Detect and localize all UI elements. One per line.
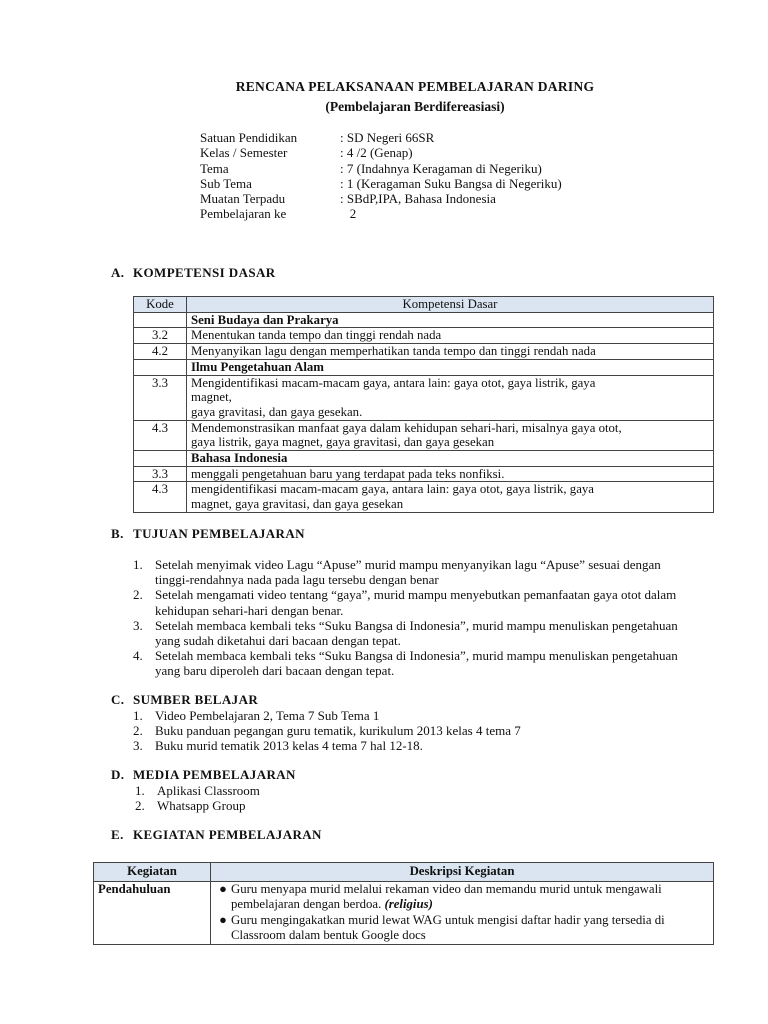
kd-text (187, 482, 714, 512)
identity-row (200, 161, 562, 176)
list-number: 1. (133, 557, 143, 572)
identity-row (200, 191, 562, 206)
kd-text-line: magnet, (191, 390, 232, 405)
table-group-row (134, 359, 714, 375)
table-group-label: Seni Budaya dan Prakarya (187, 312, 714, 328)
column-header-kompetensi: Kompetensi Dasar (187, 297, 714, 313)
table-header-row (94, 863, 714, 882)
section-title: MEDIA PEMBELAJARAN (133, 767, 296, 782)
identity-row (200, 130, 562, 145)
identity-value: : 1 (Keragaman Suku Bangsa di Negeriku) (340, 175, 562, 191)
list-number: 1. (135, 783, 145, 798)
identity-label: Tema (200, 160, 229, 176)
character-tag: (religius) (384, 897, 433, 912)
kd-text-line: magnet, gaya gravitasi, dan gaya gesekan (191, 497, 404, 512)
section-letter: A. (111, 265, 125, 280)
identity-row (200, 176, 562, 191)
kd-text: Menyanyikan lagu dengan memperhatikan tanda tempo dan tinggi rendah nada (187, 344, 714, 360)
section-letter: B. (111, 526, 124, 541)
identity-value: : SD Negeri 66SR (340, 130, 435, 145)
identity-value: : 7 (Indahnya Keragaman di Negeriku) (340, 160, 542, 176)
bullet-item (215, 913, 709, 944)
section-c-heading (111, 692, 258, 708)
kd-text-line: Mendemonstrasikan manfaat gaya dalam kehidupan sehari-hari, misalnya gaya otot, (191, 420, 622, 435)
identity-label: Muatan Terpadu (200, 191, 286, 207)
kd-code: 4.3 (134, 420, 187, 450)
list-text: Setelah mengamati video tentang “gaya”, murid mampu menyebutkan pemanfaatan gaya otot dalam kehidupan sehari-hari dengan benar. (155, 587, 677, 618)
list-number: 3. (133, 617, 143, 633)
list-text: Buku panduan pegangan guru tematik, kurikulum 2013 kelas 4 tema 7 (155, 723, 521, 739)
identity-label: Kelas / Semester (200, 145, 288, 161)
kd-text-line: gaya listrik, gaya magnet, gaya gravitasi, dan gaya gesekan (191, 435, 495, 450)
table-cell-empty (134, 451, 187, 467)
table-row (134, 344, 714, 360)
list-item (133, 723, 521, 738)
kd-text (187, 420, 714, 450)
sumber-list (133, 708, 521, 754)
list-item (133, 738, 521, 753)
section-letter: D. (111, 767, 125, 782)
section-letter: E. (111, 827, 124, 842)
list-text: Setelah menyimak video Lagu “Apuse” murid mampu menyanyikan lagu “Apuse” sesuai dengan tinggi-rendahnya nada pada lagu tersebu dengan benar (155, 557, 661, 588)
table-row (94, 881, 714, 944)
identity-value: 2 (340, 206, 357, 222)
column-header-kode: Kode (134, 297, 187, 313)
kd-text-line: mengidentifikasi macam-macam gaya, antara lain: gaya otot, gaya listrik, gaya (191, 482, 594, 497)
table-row (134, 420, 714, 450)
section-title: TUJUAN PEMBELAJARAN (133, 526, 305, 541)
bullet-icon: ● (219, 881, 227, 896)
list-item (135, 798, 260, 813)
kd-text-line: gaya gravitasi, dan gaya gesekan. (191, 404, 363, 419)
section-b-heading (111, 526, 305, 542)
table-row (134, 482, 714, 512)
identity-value: : 4 /2 (Genap) (340, 145, 413, 161)
list-number: 2. (133, 587, 143, 603)
identity-label: Sub Tema (200, 175, 252, 191)
section-title: KEGIATAN PEMBELAJARAN (133, 827, 322, 842)
kd-code: 3.3 (134, 466, 187, 482)
kegiatan-description (211, 881, 714, 944)
list-item (133, 648, 690, 678)
list-text: Aplikasi Classroom (157, 783, 260, 798)
tujuan-list (133, 557, 690, 679)
kegiatan-table (93, 862, 714, 945)
bullet-text-wrap (231, 882, 709, 913)
list-number: 2. (133, 723, 143, 739)
kegiatan-stage: Pendahuluan (94, 881, 211, 944)
document-subtitle: (Pembelajaran Berdifereasiasi) (325, 99, 505, 114)
section-a-heading (111, 265, 276, 281)
section-e-heading (111, 827, 322, 843)
list-number: 4. (133, 648, 143, 664)
kd-text: Menentukan tanda tempo dan tinggi rendah nada (187, 328, 714, 344)
section-d-heading (111, 767, 296, 783)
section-title: SUMBER BELAJAR (133, 692, 259, 707)
list-text: Setelah membaca kembali teks “Suku Bangsa di Indonesia”, murid mampu menuliskan pengetahuan yang sudah diketahui dari bacaan dengan tepat. (155, 617, 678, 649)
list-item (133, 557, 690, 587)
kd-text (187, 375, 714, 420)
list-text: Whatsapp Group (157, 798, 246, 814)
list-number: 2. (135, 798, 145, 814)
table-group-row (134, 451, 714, 467)
table-cell-empty (134, 359, 187, 375)
identity-row (200, 206, 562, 221)
bullet-text: Guru menyapa murid melalui rekaman video dan memandu murid untuk mengawali pembelajaran dengan berdoa. (231, 881, 662, 912)
table-group-label: Bahasa Indonesia (187, 451, 714, 467)
table-group-label: Ilmu Pengetahuan Alam (187, 359, 714, 375)
kd-code: 3.2 (134, 328, 187, 344)
kd-code: 3.3 (134, 375, 187, 420)
kd-code: 4.2 (134, 344, 187, 360)
bullet-item (215, 882, 709, 913)
list-text: Setelah membaca kembali teks “Suku Bangsa di Indonesia”, murid mampu menuliskan pengetahuan yang baru diperoleh dari bacaan dengan tepat. (155, 648, 678, 679)
table-row (134, 375, 714, 420)
identity-block (200, 130, 562, 222)
column-header-deskripsi: Deskripsi Kegiatan (211, 863, 714, 882)
bullet-text: Guru mengingakatkan murid lewat WAG untuk mengisi daftar hadir yang tersedia di Classroom dalam bentuk Google docs (231, 912, 665, 943)
list-number: 3. (133, 738, 143, 754)
identity-row (200, 145, 562, 160)
bullet-icon: ● (219, 912, 227, 927)
table-header-row (134, 297, 714, 313)
table-row (134, 466, 714, 482)
table-group-row (134, 312, 714, 328)
column-header-kegiatan: Kegiatan (94, 863, 211, 882)
list-text: Video Pembelajaran 2, Tema 7 Sub Tema 1 (155, 708, 380, 723)
identity-label: Pembelajaran ke (200, 206, 287, 222)
kd-text-line: Mengidentifikasi macam-macam gaya, antara lain: gaya otot, gaya listrik, gaya (191, 375, 596, 390)
list-item (135, 783, 260, 798)
list-item (133, 587, 690, 617)
kd-code: 4.3 (134, 482, 187, 512)
list-item (133, 618, 690, 648)
section-title: KOMPETENSI DASAR (133, 265, 276, 280)
list-text: Buku murid tematik 2013 kelas 4 tema 7 hal 12-18. (155, 738, 423, 754)
media-list (135, 783, 260, 813)
document-title: RENCANA PELAKSANAAN PEMBELAJARAN DARING (235, 79, 595, 94)
list-number: 1. (133, 708, 143, 723)
identity-label: Satuan Pendidikan (200, 130, 298, 145)
list-item (133, 708, 521, 723)
identity-value: : SBdP,IPA, Bahasa Indonesia (340, 191, 496, 207)
kd-text: menggali pengetahuan baru yang terdapat pada teks nonfiksi. (187, 466, 714, 482)
kompetensi-dasar-table (133, 296, 714, 513)
section-letter: C. (111, 692, 125, 707)
table-cell-empty (134, 312, 187, 328)
table-row (134, 328, 714, 344)
